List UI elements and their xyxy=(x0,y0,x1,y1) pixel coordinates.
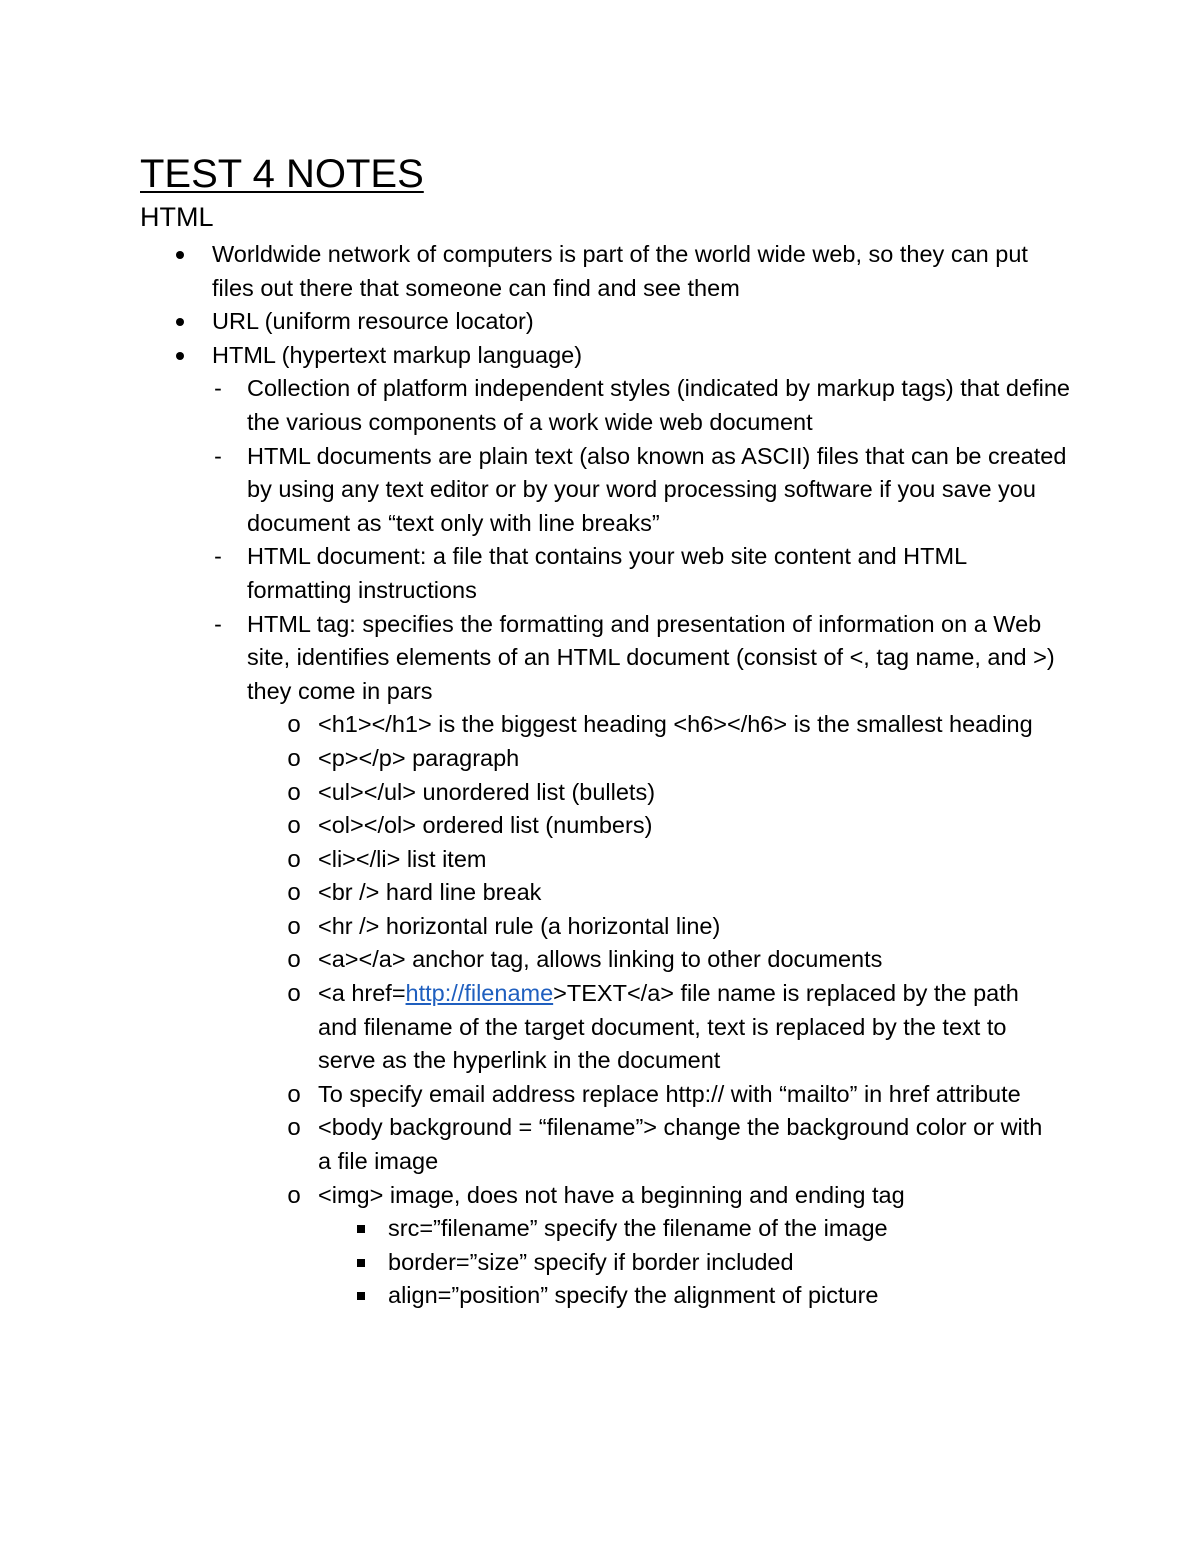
circle-text: <hr /> horizontal rule (a horizontal line) xyxy=(318,912,721,939)
square-text: src=”filename” specify the filename of the image xyxy=(388,1215,888,1242)
circle-marker-icon: o xyxy=(287,912,301,940)
bullet-dot-icon xyxy=(172,339,188,373)
bullet-text: HTML (hypertext markup language) xyxy=(212,341,583,368)
circle-item xyxy=(287,776,1058,810)
dash-text: HTML tag: specifies the formatting and presentation of information on a Web site, identifies elements of an HTML document (consist of <, tag name, and >) they come in pars xyxy=(247,610,1055,704)
dash-item xyxy=(214,440,1077,541)
circle-marker-icon: o xyxy=(287,778,301,806)
circle-item xyxy=(287,809,1058,843)
circle-marker-icon: o xyxy=(287,845,301,873)
dash-text: Collection of platform independent styles (indicated by markup tags) that define the various components of a work wide web document xyxy=(247,375,1070,435)
notes-list xyxy=(0,238,1200,1313)
square-text: border=”size” specify if border included xyxy=(388,1248,794,1275)
circle-text: <a></a> anchor tag, allows linking to other documents xyxy=(318,946,883,973)
circle-item xyxy=(287,742,1058,776)
square-item xyxy=(388,1246,1068,1280)
circle-item xyxy=(287,843,1058,877)
circle-item xyxy=(287,876,1058,910)
circle-marker-icon: o xyxy=(287,1114,301,1142)
dash-text: HTML documents are plain text (also known as ASCII) files that can be created by using any text editor or by your word processing software if you save you document as “text only with line breaks” xyxy=(247,442,1067,536)
circle-marker-icon: o xyxy=(287,879,301,907)
circle-item xyxy=(287,977,1058,1078)
circle-text: <h1></h1> is the biggest heading <h6></h6> is the smallest heading xyxy=(318,711,1033,738)
square-item xyxy=(388,1212,1068,1246)
bullet-item xyxy=(212,305,1072,339)
circle-marker-icon: o xyxy=(287,744,301,772)
circle-marker-icon: o xyxy=(287,980,301,1008)
dash-item xyxy=(214,540,1077,607)
circle-marker-icon: o xyxy=(287,812,301,840)
circle-text: <br /> hard line break xyxy=(318,879,542,906)
dash-text: HTML document: a file that contains your web site content and HTML formatting instructions xyxy=(247,543,967,603)
bullet-dot-icon xyxy=(172,238,188,272)
circle-marker-icon: o xyxy=(287,946,301,974)
circle-text-suffix: >TEXT</a> file name is replaced by the path and filename of the target document, text is replaced by the text to serve as the hyperlink in the document xyxy=(318,980,1019,1074)
bullet-item xyxy=(212,238,1072,305)
dash-marker-icon: - xyxy=(214,543,222,570)
circle-item xyxy=(287,1179,1058,1213)
circle-item xyxy=(287,943,1058,977)
bullet-text: URL (uniform resource locator) xyxy=(212,308,534,335)
circle-item xyxy=(287,1111,1058,1178)
circle-text: To specify email address replace http:// with “mailto” in href attribute xyxy=(318,1080,1021,1107)
section-heading: HTML xyxy=(140,202,214,232)
circle-text: <img> image, does not have a beginning and ending tag xyxy=(318,1181,905,1208)
dash-marker-icon: - xyxy=(214,610,222,637)
circle-item xyxy=(287,910,1058,944)
bullet-dot-icon xyxy=(172,305,188,339)
circle-text: <ol></ol> ordered list (numbers) xyxy=(318,812,653,839)
circle-marker-icon: o xyxy=(287,1181,301,1209)
circle-item xyxy=(287,708,1058,742)
square-bullet-icon xyxy=(354,1279,368,1313)
circle-marker-icon: o xyxy=(287,1080,301,1108)
page-title: TEST 4 NOTES xyxy=(140,152,424,196)
circle-text: <p></p> paragraph xyxy=(318,744,520,771)
dash-item xyxy=(214,372,1077,439)
circle-text-prefix: <a href= xyxy=(318,980,406,1007)
dash-marker-icon: - xyxy=(214,442,222,469)
bullet-text: Worldwide network of computers is part of the world wide web, so they can put files out there that someone can find and see them xyxy=(212,241,1028,301)
square-item xyxy=(388,1279,1068,1313)
circle-text: <body background = “filename”> change the background color or with a file image xyxy=(318,1114,1043,1175)
filename-link[interactable]: http://filename xyxy=(405,980,554,1007)
dash-marker-icon: - xyxy=(214,375,222,402)
circle-text: <li></li> list item xyxy=(318,845,487,872)
circle-text: <ul></ul> unordered list (bullets) xyxy=(318,778,656,805)
circle-item xyxy=(287,1078,1058,1112)
square-text: align=”position” specify the alignment of picture xyxy=(388,1282,879,1309)
dash-item xyxy=(214,608,1077,709)
square-bullet-icon xyxy=(354,1246,368,1280)
circle-marker-icon: o xyxy=(287,711,301,739)
square-bullet-icon xyxy=(354,1212,368,1246)
bullet-item xyxy=(212,339,1072,373)
